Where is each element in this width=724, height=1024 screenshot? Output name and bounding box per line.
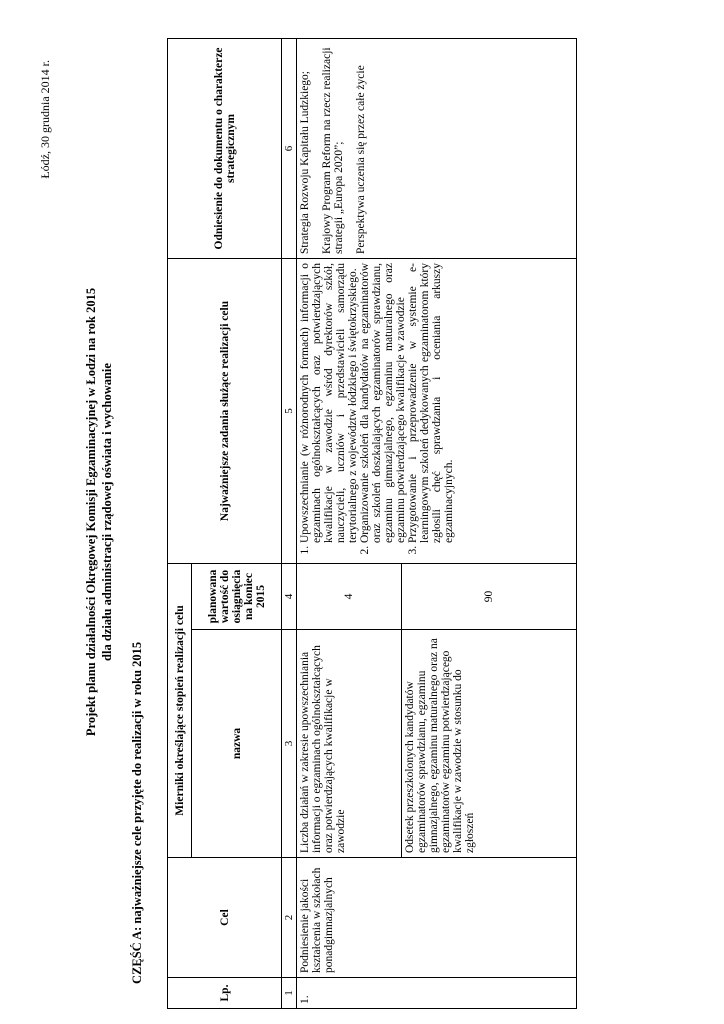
column-number: 1 — [282, 978, 297, 1009]
document-subtitle: dla działu administracji rządowej oświata i wychowanie — [100, 363, 114, 661]
header-mierniki: Mierniki określające stopień realizacji celu — [168, 564, 192, 858]
list-item: 1. Upowszechnianie (w różnorodnych formach) informacji o egzaminach ogólnokształcących oraz potwierdzających kwalifikacje w zawodzie wśród dyrektorów szkół, nauczycieli, uczniów i przedstawicieli samorządu terytorialnego z województw łódzkiego i świętokrzyskiego. — [299, 263, 359, 543]
document-date: Łódź, 30 grudnia 2014 r. — [38, 60, 52, 179]
part-heading: CZĘŚĆ A: najważniejsze cele przyjęte do realizacji w roku 2015 — [130, 641, 144, 984]
column-number: 3 — [282, 630, 297, 858]
row-cel: Podniesienie jakości kształcenia w szkołach ponadgimnazjalnych — [297, 858, 577, 978]
measure-name: Odsetek przeszkolonych kandydatów egzaminatorów sprawdzianu, egzaminu gimnazjalnego, egzaminu maturalnego oraz na egzaminatorów egzaminu potwierdzającego kwalifikacje w zawodzie w stosunku do zgłoszeń — [402, 630, 577, 858]
measure-value: 90 — [402, 564, 577, 630]
column-numbers-row — [282, 39, 297, 1009]
column-number: 4 — [282, 564, 297, 630]
reference-item: Strategia Rozwoju Kapitału Ludzkiego; — [299, 71, 311, 254]
goals-table — [167, 38, 577, 1009]
reference-item: Krajowy Program Reform na rzecz realizacji strategii „Europa 2020”; — [321, 47, 345, 254]
column-number: 6 — [282, 39, 297, 259]
column-number: 2 — [282, 858, 297, 978]
header-lp: Lp. — [168, 978, 282, 1009]
row-tasks — [297, 259, 577, 564]
measure-value: 4 — [297, 564, 402, 630]
header-odniesienie: Odniesienie do dokumentu o charakterze strategicznym — [168, 39, 282, 259]
header-zadania: Najważniejsze zadania służące realizacji celu — [168, 259, 282, 564]
tasks-list — [299, 263, 455, 559]
list-item: 2. Organizowanie szkoleń dla kandydatów na egzaminatorów oraz szkoleń doszkalających egzaminatorów sprawdzianu, egzaminu gimnazjalnego, egzaminu maturalnego oraz egzaminu potwierdzającego kwalifikacje w zawodzie — [359, 263, 407, 543]
reference-item: Perspektywa uczenia się przez całe życie — [355, 65, 367, 254]
list-item: 3. Przygotowanie i przeprowadzenie w systemie e-learningowym szkoleń dedykowanych egzaminatorom który zgłosili chęć sprawdzania i oceniania arkuszy egzaminacyjnych. — [407, 263, 455, 543]
row-lp: 1. — [297, 978, 577, 1009]
table-row — [297, 39, 402, 1009]
measure-name: Liczba działań w zakresie upowszechniania informacji o egzaminach ogólnokształcących oraz potwierdzających kwalifikacje w zawodzie — [297, 630, 402, 858]
row-references — [297, 39, 577, 259]
header-row — [168, 39, 192, 1009]
header-cel: Cel — [168, 858, 282, 978]
header-nazwa: nazwa — [192, 630, 282, 858]
column-number: 5 — [282, 259, 297, 564]
header-planowana: planowana wartość do osiągnięcia na koniec 2015 — [192, 564, 282, 630]
document-title: Projekt planu działalności Okręgowej Komisji Egzaminacyjnej w Łodzi na rok 2015 — [84, 287, 98, 737]
